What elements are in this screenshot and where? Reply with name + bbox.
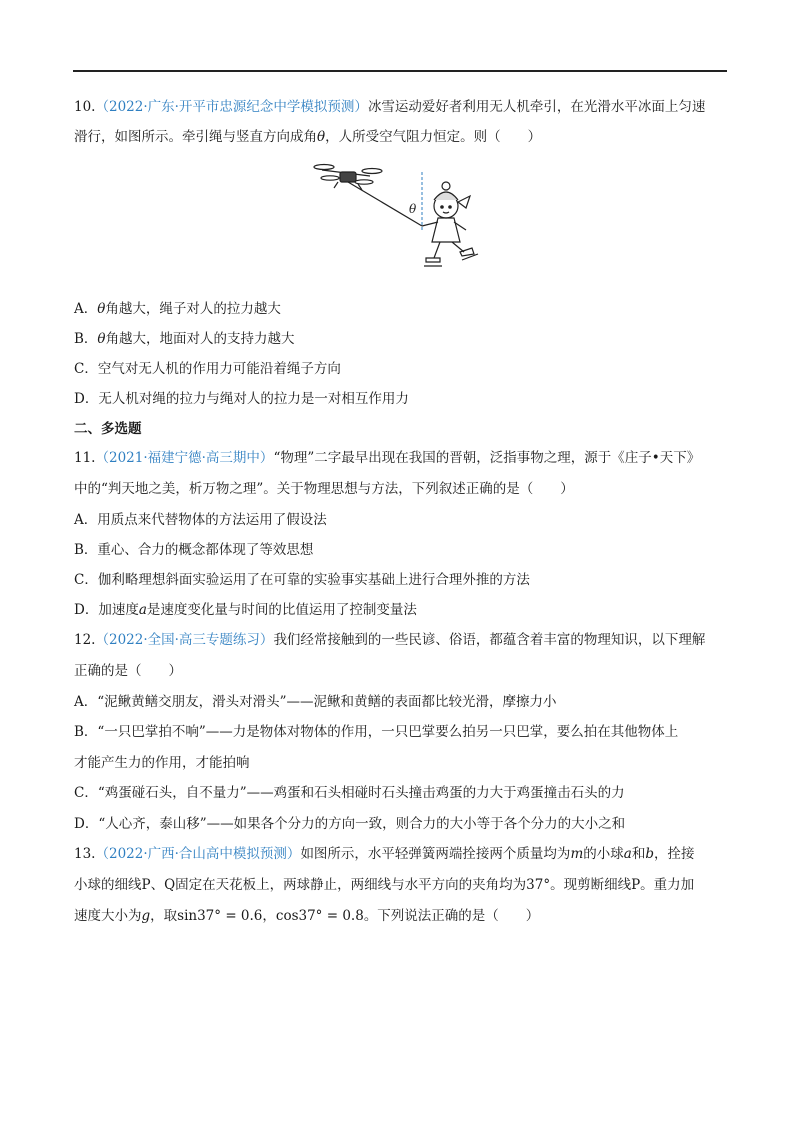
- sin-formula: sin37° = 0.6: [177, 908, 263, 924]
- drone-skater-figure: [310, 158, 490, 276]
- figure-theta-label: θ: [409, 202, 417, 216]
- q10-source[interactable]: （2022·广东·开平市忠源纪念中学模拟预测）: [95, 99, 368, 115]
- q11-line2: 中的“判天地之美，析万物之理”。关于物理思想与方法，下列叙述正确的是（ ）: [74, 481, 574, 497]
- q10-option-b: B．θ角越大，地面对人的支持力越大: [74, 331, 295, 347]
- q12-option-d: D．“人心齐，泰山移”——如果各个分力的方向一致，则合力的大小等于各个分力的大小之和: [74, 816, 626, 832]
- q10-option-c: C．空气对无人机的作用力可能沿着绳子方向: [74, 361, 341, 377]
- q10-theta: θ: [317, 129, 326, 145]
- q10-line2: [74, 128, 541, 146]
- q12-option-b-line1: B．“一只巴掌拍不响”——力是物体对物体的作用，一只巴掌要么拍另一只巴掌，要么拍在其他物体上: [74, 724, 679, 740]
- q11-option-b: B．重心、合力的概念都体现了等效思想: [74, 542, 314, 558]
- q11-line1: 11.（2021·福建宁德·高三期中）“物理”二字最早出现在我国的晋朝，泛指事物之理，源于《庄子•天下》: [74, 450, 701, 466]
- q11-source[interactable]: （2021·福建宁德·高三期中）: [95, 450, 274, 466]
- q13-line2: 小球的细线P、Q固定在天花板上，两球静止，两细线与水平方向的夹角均为37°。现剪断细线P。重力加: [74, 877, 695, 893]
- q12-source[interactable]: （2022·全国·高三专题练习）: [95, 632, 274, 648]
- q10-text2a: 滑行，如图所示。牵引绳与竖直方向成角: [74, 129, 317, 145]
- cos-formula: cos37° = 0.8: [275, 908, 364, 924]
- q13-source[interactable]: （2022·广西·合山高中模拟预测）: [95, 846, 301, 862]
- q10-line1: [74, 98, 705, 116]
- q12-option-a: A．“泥鳅黄鳝交朋友，滑头对滑头”——泥鳅和黄鳝的表面都比较光滑，摩擦力小: [74, 694, 557, 710]
- skater-icon: [422, 182, 478, 266]
- q13-line3: 速度大小为g，取sin37° = 0.6，cos37° = 0.8。下列说法正确的是（ ）: [74, 908, 540, 924]
- q11-option-d: D．加速度a是速度变化量与时间的比值运用了控制变量法: [74, 602, 417, 618]
- q11-option-c: C．伽利略理想斜面实验运用了在可靠的实验事实基础上进行合理外推的方法: [74, 572, 530, 588]
- q10-text1: 冰雪运动爱好者利用无人机牵引，在光滑水平冰面上匀速: [367, 99, 706, 115]
- q10-option-a: A．θ角越大，绳子对人的拉力越大: [74, 301, 281, 317]
- section-heading: 二、多选题: [74, 421, 142, 437]
- q10-text2b: ，人所受空气阻力恒定。则（ ）: [325, 129, 542, 145]
- header-rule: [73, 70, 727, 72]
- q11-option-a: A．用质点来代替物体的方法运用了假设法: [74, 512, 327, 528]
- q10-number: 10.: [74, 99, 96, 115]
- q12-option-c: C．“鸡蛋碰石头，自不量力”——鸡蛋和石头相碰时石头撞击鸡蛋的力大于鸡蛋撞击石头的力: [74, 785, 625, 801]
- q13-line1: 13.（2022·广西·合山高中模拟预测）如图所示，水平轻弹簧两端拴接两个质量均为m的小球a和b，拴接: [74, 846, 695, 862]
- q10-option-d: D．无人机对绳的拉力与绳对人的拉力是一对相互作用力: [74, 391, 409, 407]
- drone-icon: [314, 165, 382, 191]
- q12-line2: 正确的是（ ）: [74, 663, 182, 679]
- q12-line1: 12.（2022·全国·高三专题练习）我们经常接触到的一些民谚、俗语，都蕴含着丰富的物理知识，以下理解: [74, 632, 706, 648]
- q12-option-b-line2: 才能产生力的作用，才能拍响: [74, 755, 250, 771]
